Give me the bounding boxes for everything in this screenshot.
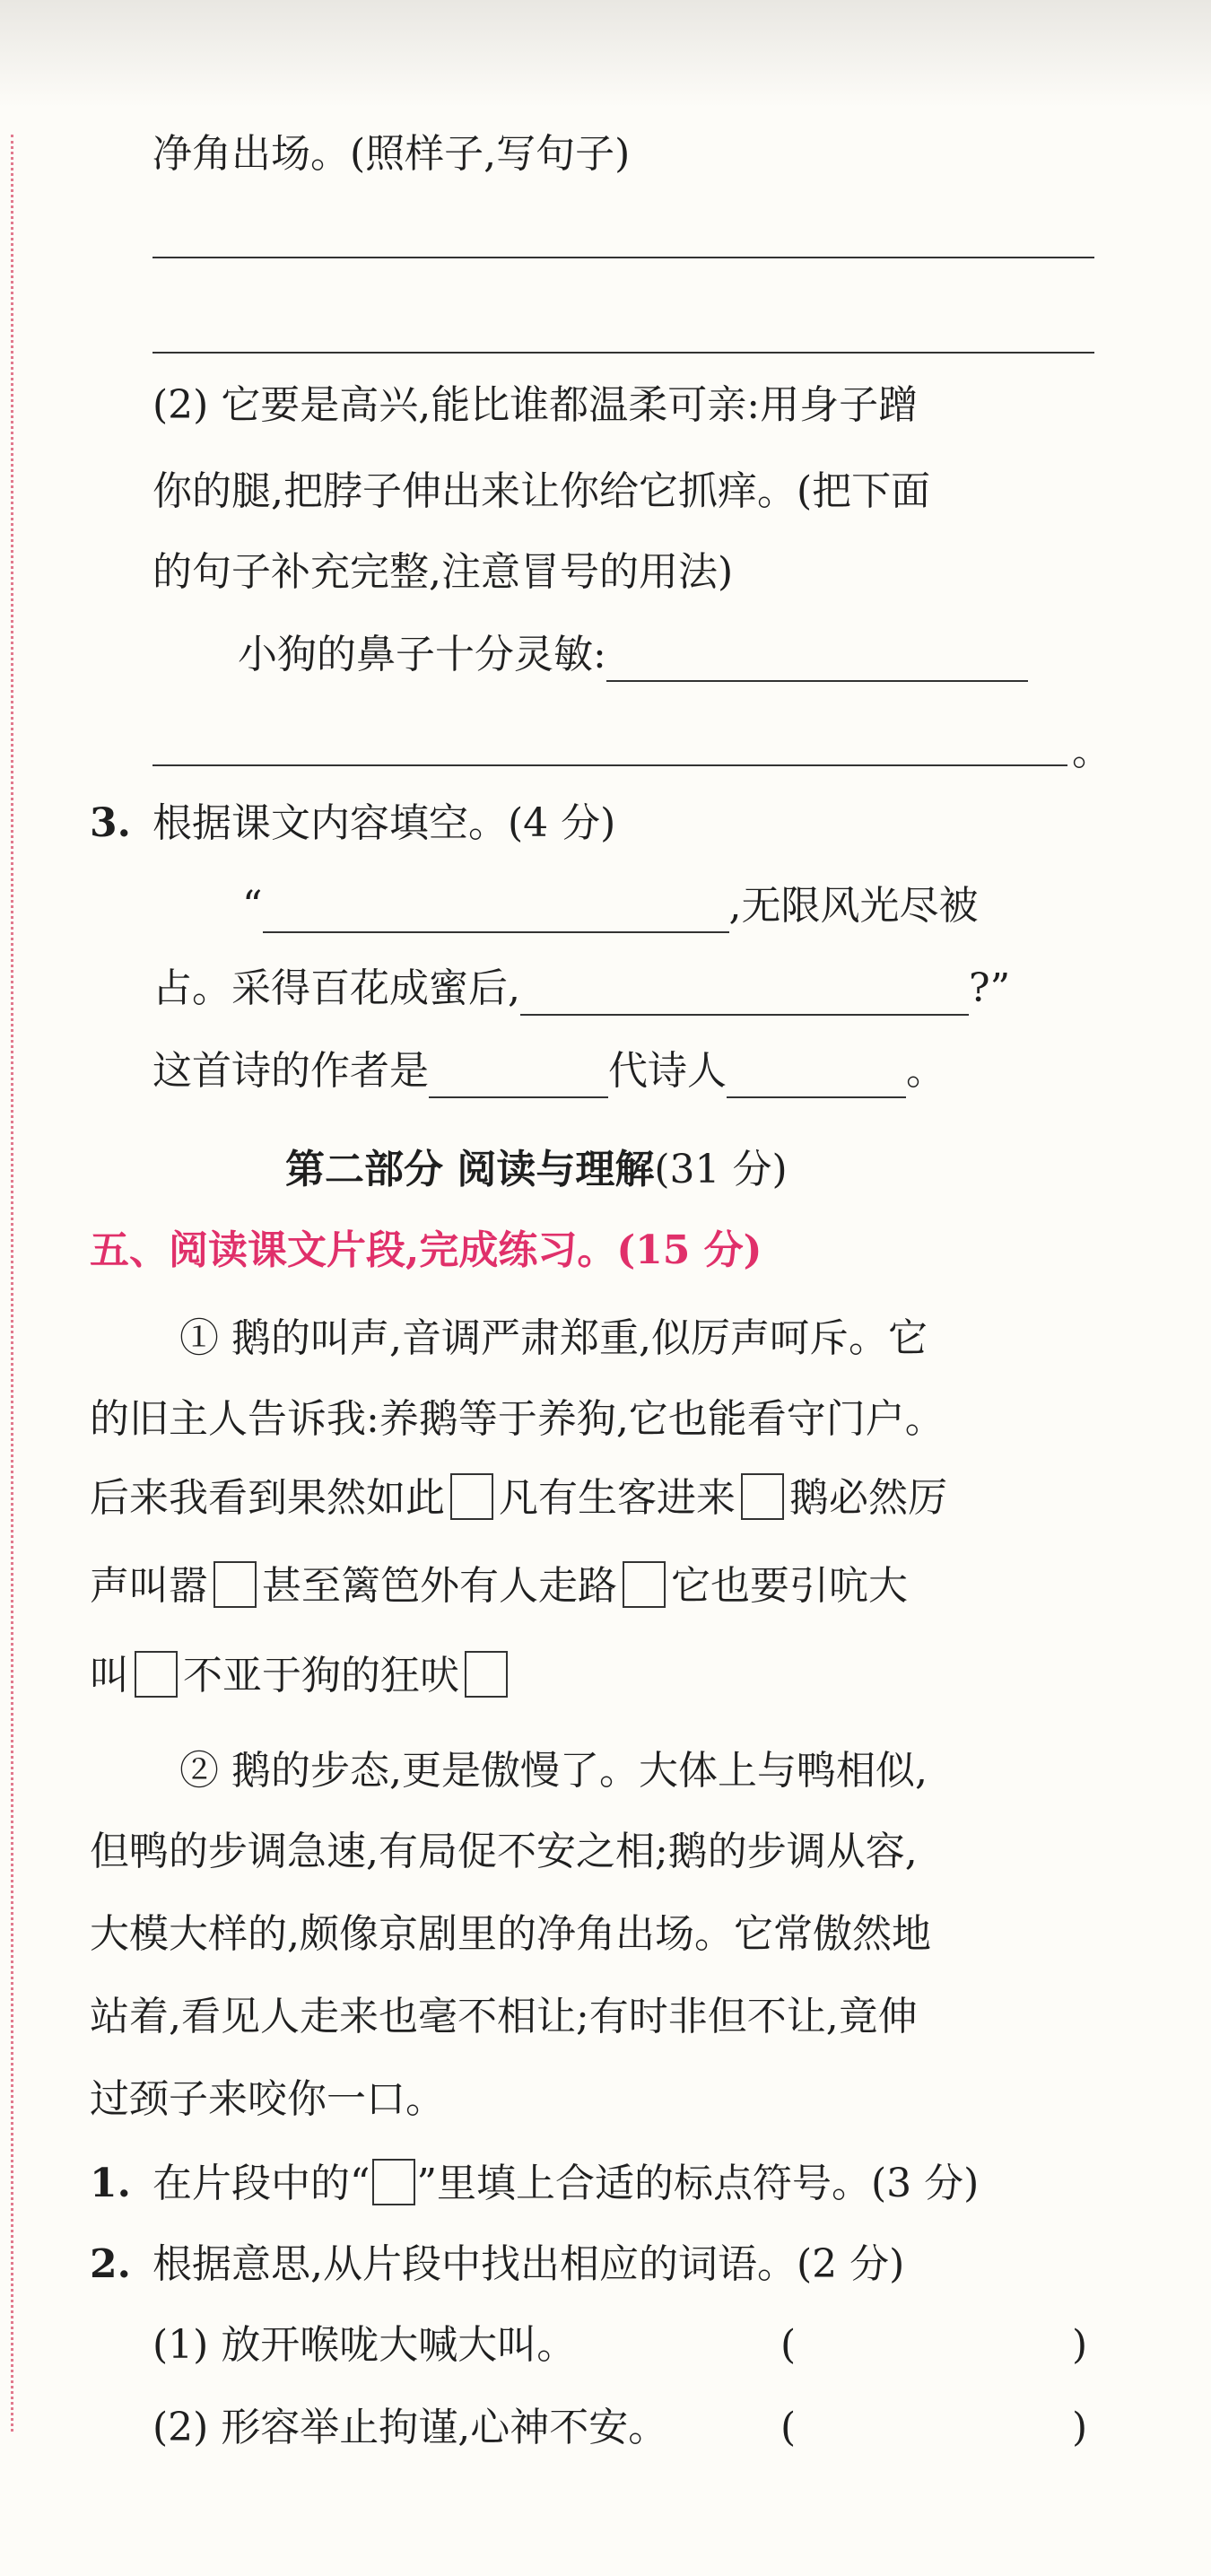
q2-2-line3: 的句子补充完整,注意冒号的用法) (152, 549, 734, 595)
q2-1-instruction: 净角出场。(照样子,写句子) (152, 131, 631, 177)
question-1-number: 1. (90, 2161, 131, 2206)
part2-score: (31 分) (654, 1147, 788, 1192)
q3-poem-line2 (152, 962, 1010, 1016)
open-quote: “ (242, 883, 263, 929)
poet-blank[interactable] (727, 1055, 906, 1098)
prompt-blank[interactable] (606, 639, 1028, 682)
question-1-text-b: ”里填上合适的标点符号。(3 分) (416, 2161, 980, 2206)
passage-p2-l5: 过颈子来咬你一口。 (90, 2076, 445, 2122)
passage-p1-l1: ① 鹅的叫声,音调严肃郑重,似厉声呵斥。它 (179, 1315, 928, 1361)
p1-l4-text-c: 它也要引吭大 (671, 1563, 908, 1609)
question-2-text: 根据意思,从片段中找出相应的词语。(2 分) (152, 2241, 905, 2287)
part2-title: 第二部分 阅读与理解 (285, 1147, 655, 1192)
punctuation-box-5[interactable] (135, 1651, 178, 1698)
section5-heading: 五、阅读课文片段,完成练习。(15 分) (90, 1227, 762, 1273)
q3-author-line (152, 1044, 945, 1098)
author-text-a: 这首诗的作者是 (152, 1048, 429, 1094)
punctuation-box-4[interactable] (623, 1561, 666, 1608)
q2-2-line2: 你的腿,把脖子伸出来让你给它抓痒。(把下面 (152, 468, 931, 514)
q3-number: 3. (90, 800, 131, 846)
p1-l4-text-b: 甚至篱笆外有人走路 (262, 1563, 617, 1609)
author-text-b: 代诗人 (608, 1048, 727, 1094)
p1-l3-text-c: 鹅必然厉 (789, 1475, 947, 1521)
passage-p2-l3: 大模大样的,颇像京剧里的净角出场。它常傲然地 (90, 1911, 931, 1957)
question-1 (90, 2157, 979, 2211)
p1-l3-text-b: 凡有生客进来 (499, 1475, 736, 1521)
passage-p1-l4 (90, 1559, 908, 1613)
question-2-number: 2. (90, 2241, 131, 2287)
question-2-sub2: (2) 形容举止拘谨,心神不安。 (152, 2405, 668, 2450)
passage-p2-l4: 站着,看见人走来也毫不相让;有时非但不让,竟伸 (90, 1994, 918, 2039)
p1-l4-text-a: 声叫嚣 (90, 1563, 208, 1609)
answer-line-1[interactable] (152, 257, 1094, 258)
dynasty-blank[interactable] (429, 1055, 608, 1098)
question-2 (90, 2238, 904, 2292)
q2-2-line1: (2) 它要是高兴,能比谁都温柔可亲:用身子蹭 (152, 382, 919, 428)
punctuation-box-6[interactable] (465, 1651, 508, 1698)
q2-2-prompt-text: 小狗的鼻子十分灵敏: (238, 632, 606, 677)
p1-l3-text-a: 后来我看到果然如此 (90, 1475, 445, 1521)
q3-heading (90, 797, 615, 851)
p1-l5-text-a: 叫 (90, 1653, 129, 1698)
passage-p1-l2: 的旧主人告诉我:养鹅等于养狗,它也能看守门户。 (90, 1396, 945, 1442)
poem-blank-1[interactable] (263, 890, 729, 933)
sub1-close-paren: ) (1072, 2322, 1088, 2368)
poem-blank-2[interactable] (520, 973, 969, 1016)
poem-part2: 占。采得百花成蜜后, (152, 965, 520, 1011)
part2-heading (285, 1143, 788, 1197)
question-2-sub1: (1) 放开喉咙大喊大叫。 (152, 2322, 577, 2368)
p1-l5-text-b: 不亚于狗的狂吠 (183, 1653, 459, 1698)
passage-p1-l5 (90, 1649, 513, 1703)
answer-line-2[interactable] (152, 352, 1094, 354)
q2-2-prompt (238, 628, 1028, 682)
punctuation-box-3[interactable] (213, 1561, 257, 1608)
answer-line-3[interactable] (152, 764, 1067, 766)
passage-p1-l3 (90, 1471, 947, 1525)
poem-part1: ,无限风光尽被 (728, 883, 979, 929)
example-box (372, 2159, 415, 2205)
close-quote: ?” (969, 965, 1011, 1011)
author-end: 。 (906, 1048, 945, 1094)
sub2-open-paren: ( (780, 2405, 797, 2450)
passage-p2-l2: 但鸭的步调急速,有局促不安之相;鹅的步调从容, (90, 1829, 918, 1874)
sub2-close-paren: ) (1072, 2405, 1088, 2450)
punctuation-box-1[interactable] (450, 1473, 493, 1520)
q3-text: 根据课文内容填空。(4 分) (152, 800, 616, 846)
q3-poem-line1 (242, 879, 979, 933)
sub1-open-paren: ( (780, 2322, 797, 2368)
question-1-text-a: 在片段中的“ (152, 2161, 370, 2206)
punctuation-box-2[interactable] (741, 1473, 784, 1520)
passage-p2-l1: ② 鹅的步态,更是傲慢了。大体上与鸭相似, (179, 1748, 928, 1794)
end-period: 。 (1072, 729, 1111, 774)
